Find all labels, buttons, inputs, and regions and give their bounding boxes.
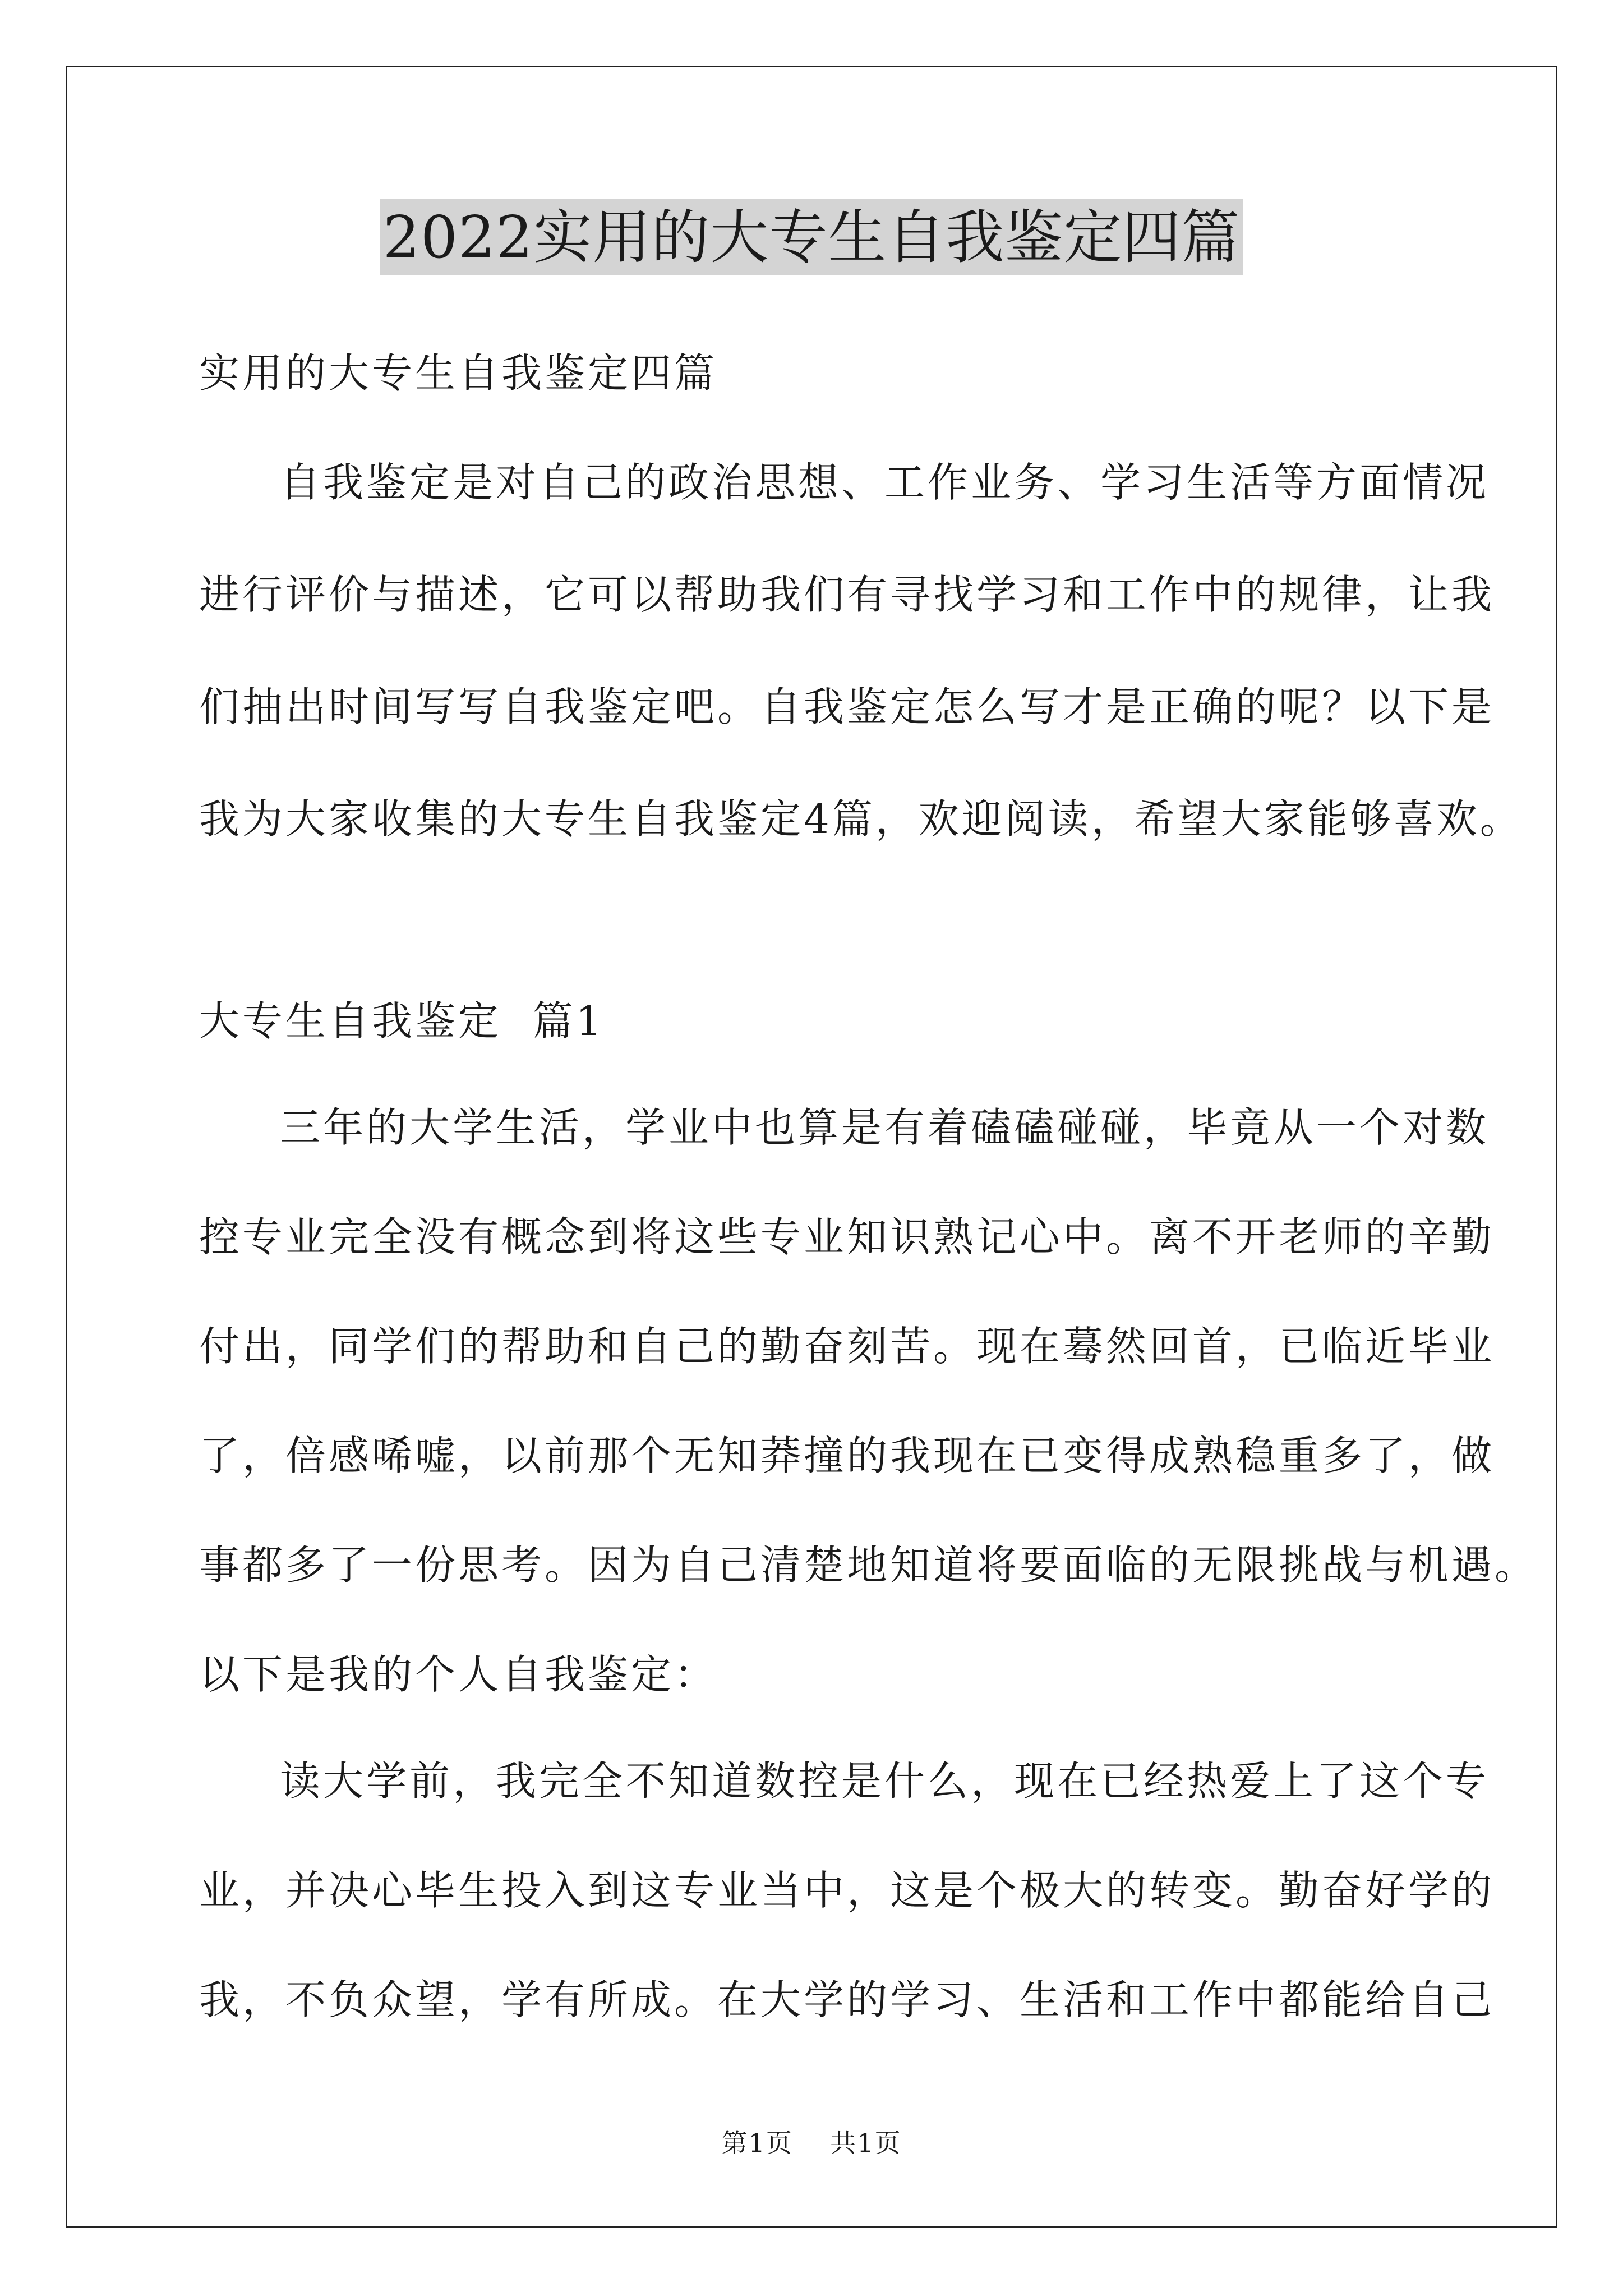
section1-paragraph-1 bbox=[199, 1099, 1538, 1703]
paragraph-line: 们抽出时间写写自我鉴定吧。自我鉴定怎么写才是正确的呢？以下是 bbox=[199, 683, 1495, 730]
page-footer: 第1页 共1页 bbox=[721, 2128, 902, 2158]
paragraph-line: 读大学前，我完全不知道数控是什么，现在已经热爱上了这个专 bbox=[280, 1757, 1490, 1805]
paragraph-line: 事都多了一份思考。因为自己清楚地知道将要面临的无限挑战与机遇。 bbox=[199, 1542, 1538, 1589]
paragraph-line: 我为大家收集的大专生自我鉴定4篇，欢迎阅读，希望大家能够喜欢。 bbox=[199, 795, 1523, 843]
paragraph-line: 以下是我的个人自我鉴定： bbox=[199, 1651, 718, 1698]
paragraph-line: 控专业完全没有概念到将这些专业知识熟记心中。离不开老师的辛勤 bbox=[199, 1213, 1495, 1260]
intro-paragraph bbox=[199, 454, 1523, 847]
paragraph-line: 了，倍感唏嘘，以前那个无知莽撞的我现在已变得成熟稳重多了，做 bbox=[199, 1432, 1495, 1479]
section1-heading-block bbox=[199, 993, 1438, 1049]
paragraph-line: 三年的大学生活，学业中也算是有着磕磕碰碰，毕竟从一个对数 bbox=[280, 1104, 1490, 1151]
paragraph-line: 我，不负众望，学有所成。在大学的学习、生活和工作中都能给自己 bbox=[199, 1976, 1495, 2023]
document-subtitle: 实用的大专生自我鉴定四篇 bbox=[199, 349, 718, 397]
paragraph-line: 业，并决心毕生投入到这专业当中，这是个极大的转变。勤奋好学的 bbox=[199, 1867, 1495, 1914]
paragraph-line: 自我鉴定是对自己的政治思想、工作业务、学习生活等方面情况 bbox=[280, 459, 1490, 506]
paragraph-line: 付出，同学们的帮助和自己的勤奋刻苦。现在蓦然回首，已临近毕业 bbox=[199, 1323, 1495, 1370]
paragraph-line: 进行评价与描述，它可以帮助我们有寻找学习和工作中的规律，让我 bbox=[199, 571, 1495, 618]
section1-paragraph-2 bbox=[199, 1753, 1495, 2028]
title-container bbox=[0, 199, 1623, 275]
document-title: 2022实用的大专生自我鉴定四篇 bbox=[380, 199, 1244, 275]
section-heading: 大专生自我鉴定 篇1 bbox=[199, 997, 605, 1045]
subtitle-block bbox=[199, 345, 1438, 401]
